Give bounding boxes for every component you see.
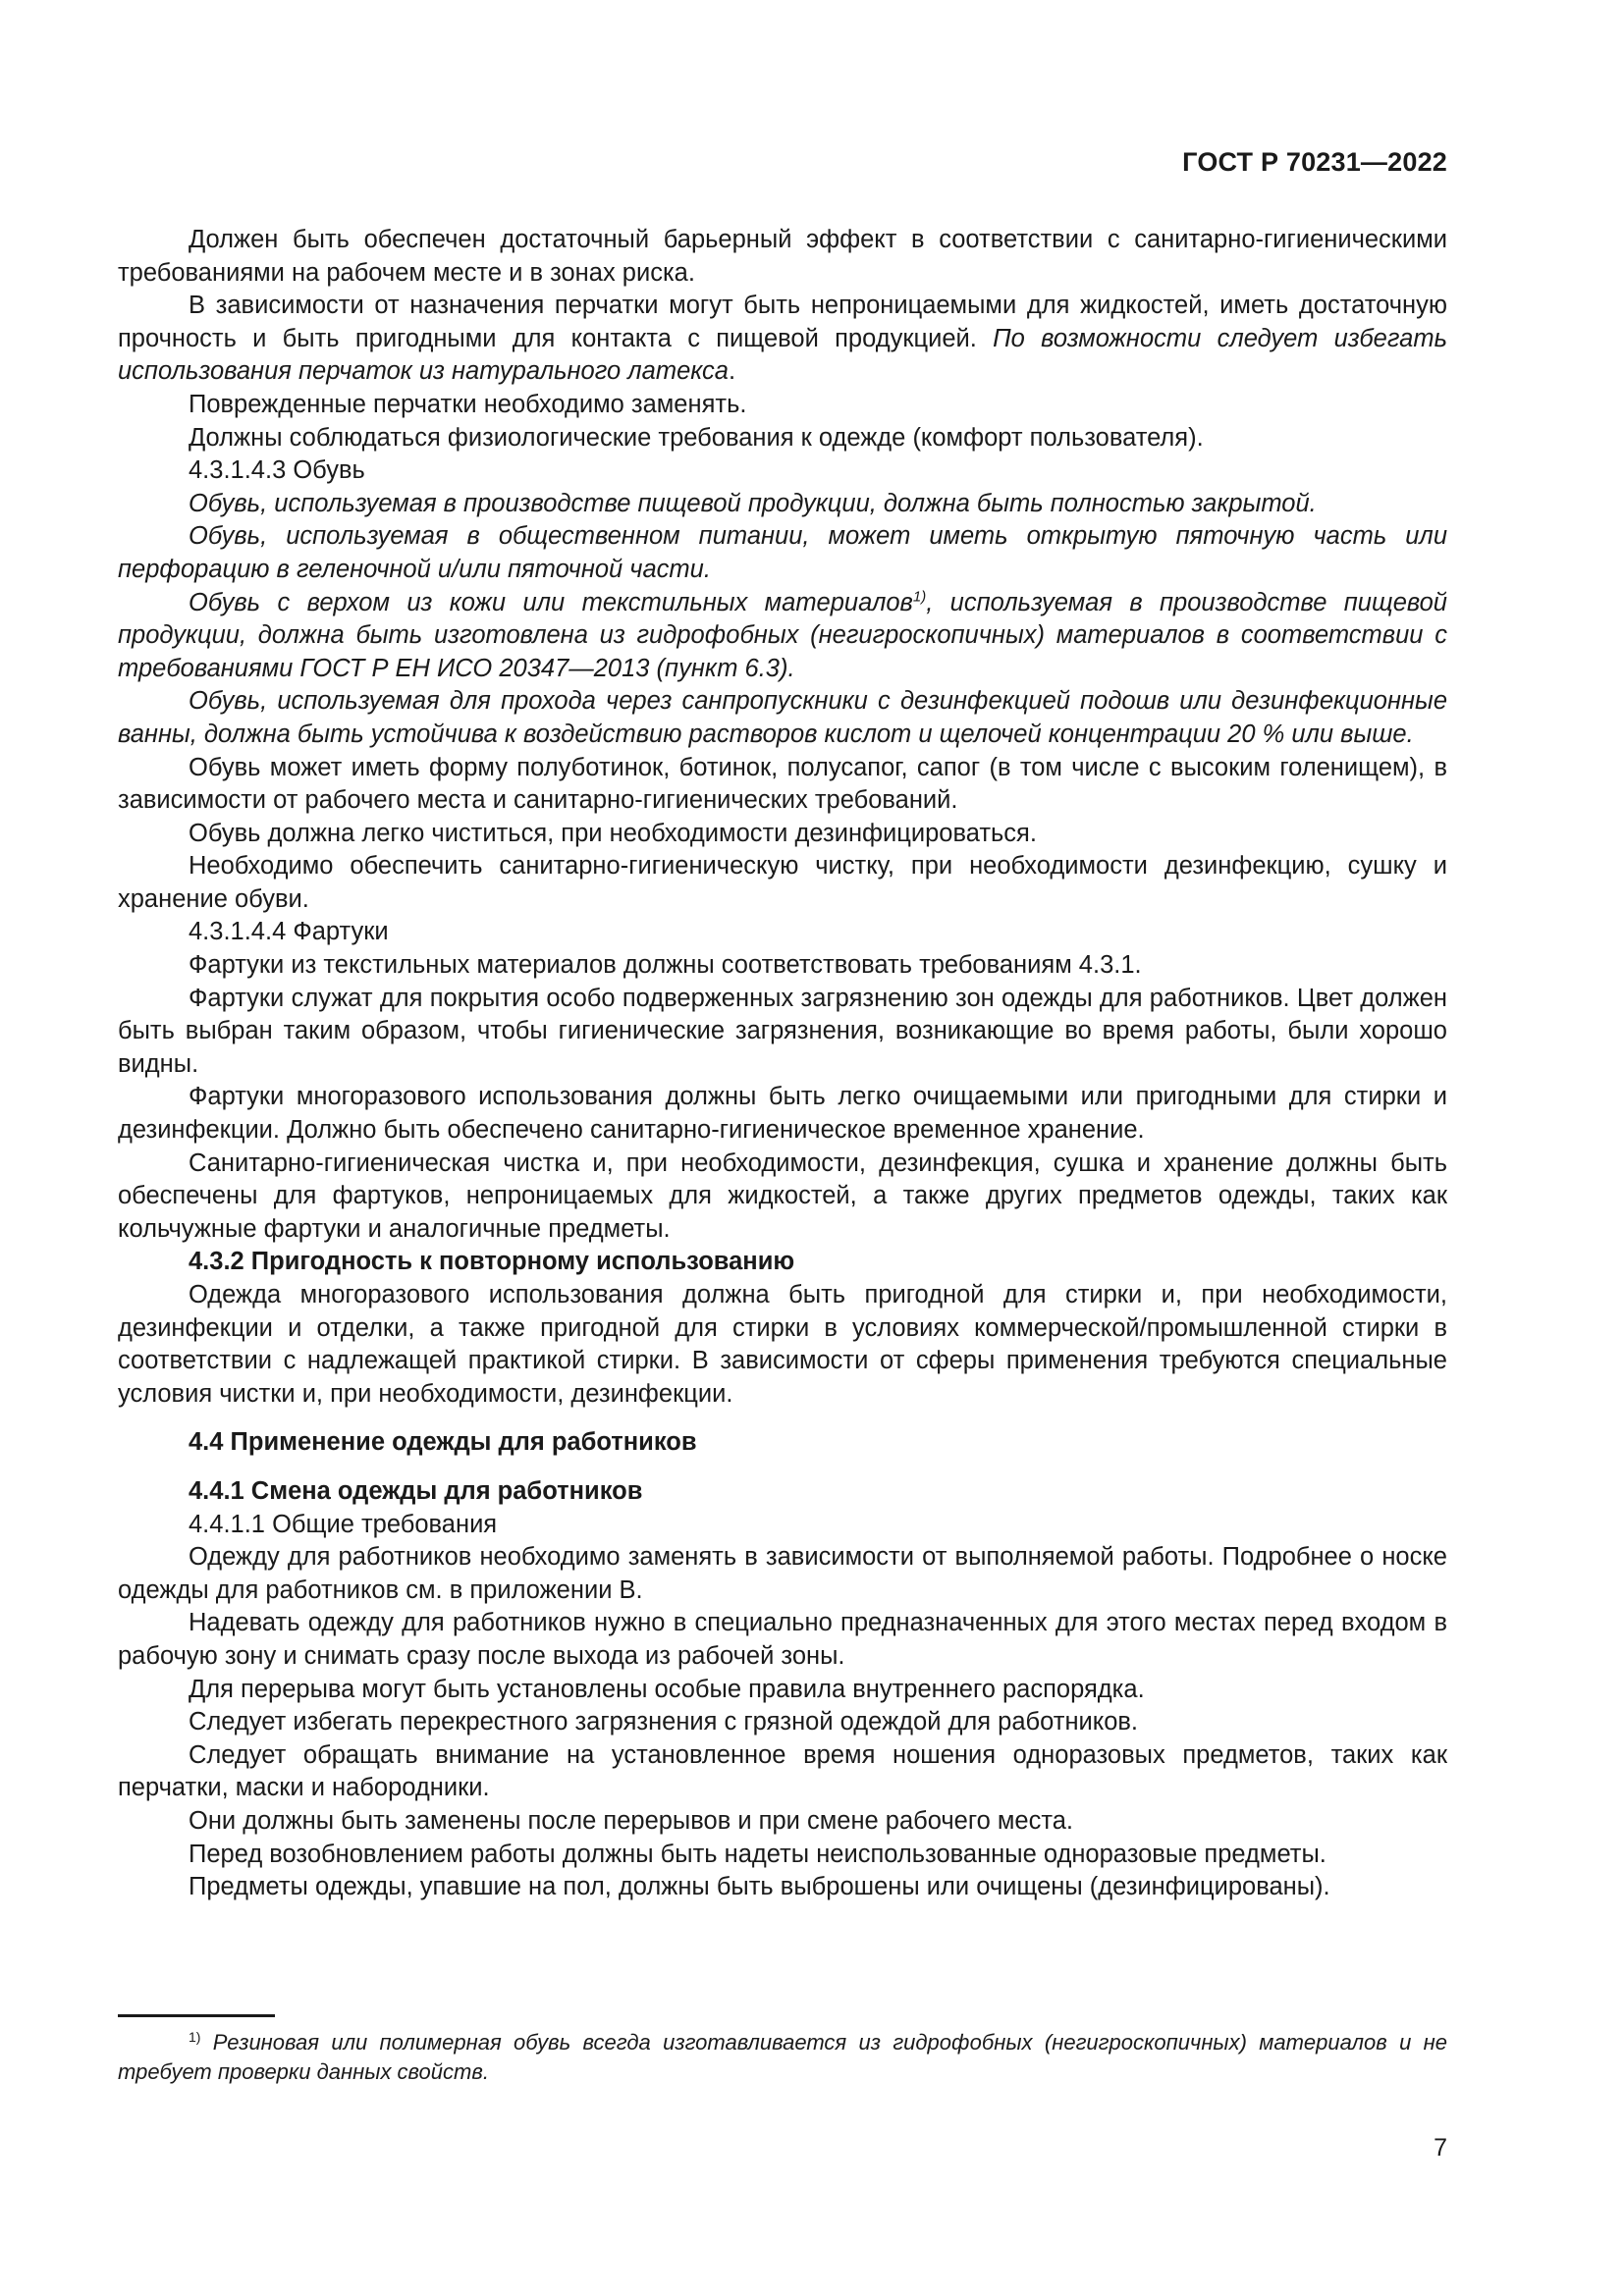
section-heading: 4.3.2 Пригодность к повторному использованию — [189, 1248, 795, 1276]
paragraph: Должен быть обеспечен достаточный барьерный эффект в соответствии с санитарно-гигиеническими требованиями на рабочем месте и в зонах риска. — [118, 226, 1447, 287]
paragraph: Одежда многоразового использования должна быть пригодной для стирки и, при необходимости, дезинфекции и отделки, а также пригодной для стирки в условиях коммерческой/промышленной стирки в соответствии с надлежащей практикой стирки. В зависимости от сферы применения требуются специальные условия чистки и, при необходимости, дезинфекции. — [118, 1281, 1447, 1408]
footnote-reference[interactable]: 1) — [912, 588, 927, 606]
section-heading: 4.4.1 Смена одежды для работников — [189, 1476, 643, 1505]
paragraph: Перед возобновлением работы должны быть надеты неиспользованные одноразовые предметы. — [189, 1840, 1326, 1868]
paragraph: Должны соблюдаться физиологические требования к одежде (комфорт пользователя). — [189, 423, 1204, 452]
page-body — [118, 224, 1447, 1904]
paragraph: Надевать одежду для работников нужно в специально предназначенных для этого местах перед входом в рабочую зону и снимать сразу после выхода из рабочей зоны. — [118, 1609, 1447, 1670]
paragraph: В зависимости от назначения перчатки могут быть непроницаемыми для жидкостей, иметь достаточную прочность и быть пригодными для контакта с пищевой продукцией. По возможности следует избегать использования перчаток из натурального латекса. — [118, 292, 1447, 386]
footnote-mark: 1) — [189, 2029, 201, 2045]
subsection-heading: 4.4.1.1 Общие требования — [189, 1510, 498, 1538]
paragraph: Фартуки служат для покрытия особо подверженных загрязнению зон одежды для работников. Цвет должен быть выбран таким образом, чтобы гигиенические загрязнения, возникающие во время работы, были хорошо видны. — [118, 984, 1447, 1078]
subsection-heading: 4.3.1.4.3 Обувь — [189, 456, 365, 485]
paragraph: Поврежденные перчатки необходимо заменять. — [189, 390, 747, 418]
subsection-heading: 4.3.1.4.4 Фартуки — [189, 918, 389, 946]
paragraph: Обувь может иметь форму полуботинок, ботинок, полусапог, сапог (в том числе с высоким голенищем), в зависимости от рабочего места и санитарно-гигиенических требований. — [118, 753, 1447, 815]
footnote-divider — [118, 2014, 275, 2017]
paragraph: Обувь, используемая в общественном питании, может иметь открытую пяточную часть или перфорацию в геленочной и/или пяточной части. — [118, 522, 1447, 583]
document-number-header: ГОСТ Р 70231—2022 — [1182, 147, 1447, 177]
footnote-text: $^{1)}$ Резиновая или полимерная обувь всегда изготавливается из гидрофобных (негигроскопичных) материалов и не требует проверки данных свойств. — [118, 2029, 1447, 2084]
paragraph: Следует обращать внимание на установленное время ношения одноразовых предметов, таких как перчатки, маски и набородники. — [118, 1740, 1447, 1802]
paragraph: Обувь должна легко чиститься, при необходимости дезинфицироваться. — [189, 819, 1037, 847]
paragraph: Необходимо обеспечить санитарно-гигиеническую чистку, при необходимости дезинфекцию, сушку и хранение обуви. — [118, 852, 1447, 913]
paragraph: Одежду для работников необходимо заменять в зависимости от выполняемой работы. Подробнее о носке одежды для работников см. в приложении В. — [118, 1543, 1447, 1604]
paragraph: Они должны быть заменены после перерывов и при смене рабочего места. — [189, 1806, 1073, 1835]
footnote — [118, 2022, 1447, 2087]
paragraph: Следует избегать перекрестного загрязнения с грязной одеждой для работников. — [189, 1708, 1139, 1736]
paragraph: Фартуки многоразового использования должны быть легко очищаемыми или пригодными для стирки и дезинфекции. Должно быть обеспечено санитарно-гигиеническое временное хранение. — [118, 1083, 1447, 1145]
paragraph: Для перерыва могут быть установлены особые правила внутреннего распорядка. — [189, 1675, 1145, 1703]
section-heading: 4.4 Применение одежды для работников — [189, 1428, 697, 1457]
paragraph: Санитарно-гигиеническая чистка и, при необходимости, дезинфекция, сушка и хранение должны быть обеспечены для фартуков, непроницаемых для жидкостей, а также других предметов одежды, таких как кольчужные фартуки и аналогичные предметы. — [118, 1148, 1447, 1243]
paragraph: Обувь с верхом из кожи или текстильных материалов$^{1)}$, используемая в производстве пищевой продукции, должна быть изготовлена из гидрофобных (негигроскопичных) материалов в соответствии с требованиями ГОСТ Р ЕН ИСО 20347—2013 (пункт 6.3). — [118, 588, 1447, 682]
paragraph: Обувь, используемая в производстве пищевой продукции, должна быть полностью закрытой. — [189, 489, 1317, 517]
paragraph: Предметы одежды, упавшие на пол, должны быть выброшены или очищены (дезинфицированы). — [189, 1873, 1330, 1901]
paragraph: Фартуки из текстильных материалов должны соответствовать требованиям 4.3.1. — [189, 951, 1142, 980]
paragraph: Обувь, используемая для прохода через санпропускники с дезинфекцией подошв или дезинфекционные ванны, должна быть устойчива к воздействию растворов кислот и щелочей концентрации 20 % или выше. — [118, 687, 1447, 748]
page-number: 7 — [1434, 2134, 1447, 2162]
